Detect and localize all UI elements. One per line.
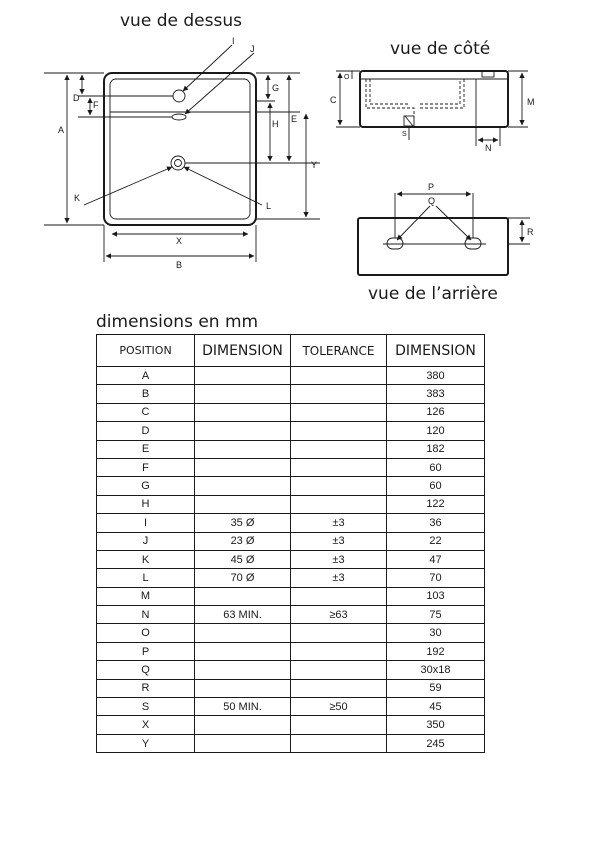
cell-value: 59 <box>387 679 485 697</box>
label-a: A <box>58 125 65 135</box>
overflow-hole <box>172 114 186 120</box>
label-j: J <box>250 44 255 54</box>
top-view-title: vue de dessus <box>120 11 242 31</box>
table-header-row <box>97 335 485 367</box>
label-l: L <box>266 201 272 211</box>
cell-dimension <box>195 679 291 697</box>
cell-tolerance <box>291 367 387 385</box>
cell-value: 70 <box>387 569 485 587</box>
cell-dimension <box>195 716 291 734</box>
cell-dimension: 50 MIN. <box>195 698 291 716</box>
leader-j <box>185 53 254 114</box>
label-n: N <box>485 143 492 153</box>
table-row <box>97 698 485 716</box>
cell-dimension: 70 Ø <box>195 569 291 587</box>
cell-dimension: 63 MIN. <box>195 606 291 624</box>
cell-tolerance <box>291 495 387 513</box>
cell-position: R <box>97 679 195 697</box>
label-d: D <box>73 93 80 103</box>
cell-tolerance <box>291 642 387 660</box>
cell-position: F <box>97 458 195 476</box>
header-dimension-measured: DIMENSION <box>387 335 485 367</box>
cell-value: 126 <box>387 403 485 421</box>
cell-value: 120 <box>387 422 485 440</box>
label-r: R <box>527 227 534 237</box>
cell-position: Q <box>97 661 195 679</box>
cell-position: P <box>97 642 195 660</box>
table-row <box>97 495 485 513</box>
cell-position: E <box>97 440 195 458</box>
label-o: O <box>344 74 350 81</box>
cell-tolerance <box>291 385 387 403</box>
cell-tolerance: ≥63 <box>291 606 387 624</box>
cell-value: 45 <box>387 698 485 716</box>
table-row <box>97 403 485 421</box>
side-view <box>330 71 535 153</box>
mounting-slot-right <box>465 238 481 249</box>
leader-k <box>84 167 172 205</box>
table-row <box>97 642 485 660</box>
table-row <box>97 385 485 403</box>
cell-dimension <box>195 458 291 476</box>
cell-position: O <box>97 624 195 642</box>
cell-value: 30 <box>387 624 485 642</box>
label-c: C <box>330 95 337 105</box>
cell-tolerance: ±3 <box>291 569 387 587</box>
leader-q-left <box>397 206 430 240</box>
technical-drawing <box>0 0 595 330</box>
cell-position: D <box>97 422 195 440</box>
cell-value: 122 <box>387 495 485 513</box>
cell-dimension <box>195 440 291 458</box>
side-view-title: vue de côté <box>390 39 491 59</box>
table-row <box>97 440 485 458</box>
cell-value: 103 <box>387 587 485 605</box>
basin-inner-outline <box>110 79 250 219</box>
table-row <box>97 550 485 568</box>
cell-dimension <box>195 422 291 440</box>
label-q: Q <box>428 196 436 206</box>
table-row <box>97 734 485 752</box>
header-dimension: DIMENSION <box>195 335 291 367</box>
table-row <box>97 367 485 385</box>
cell-tolerance: ≥50 <box>291 698 387 716</box>
cell-position: G <box>97 477 195 495</box>
cell-position: N <box>97 606 195 624</box>
cell-dimension <box>195 734 291 752</box>
drain-outer <box>171 156 185 170</box>
cell-tolerance: ±3 <box>291 514 387 532</box>
cell-tolerance: ±3 <box>291 550 387 568</box>
cell-dimension: 23 Ø <box>195 532 291 550</box>
cell-value: 245 <box>387 734 485 752</box>
cell-value: 36 <box>387 514 485 532</box>
cell-value: 30x18 <box>387 661 485 679</box>
cell-tolerance <box>291 624 387 642</box>
cell-value: 60 <box>387 458 485 476</box>
cell-value: 182 <box>387 440 485 458</box>
cell-tolerance <box>291 587 387 605</box>
leader-q-right <box>436 206 471 240</box>
cell-dimension <box>195 403 291 421</box>
header-position: POSITION <box>97 335 195 367</box>
cell-value: 47 <box>387 550 485 568</box>
mounting-slot-left <box>387 238 403 249</box>
cell-position: H <box>97 495 195 513</box>
cell-tolerance <box>291 716 387 734</box>
label-e: E <box>291 114 298 124</box>
dimensions-table <box>96 334 485 753</box>
cell-tolerance <box>291 458 387 476</box>
table-row <box>97 624 485 642</box>
table-row <box>97 661 485 679</box>
cell-value: 22 <box>387 532 485 550</box>
label-x: X <box>176 236 183 246</box>
label-k: K <box>74 193 81 203</box>
cell-dimension <box>195 367 291 385</box>
label-h: H <box>272 119 279 129</box>
cell-tolerance <box>291 661 387 679</box>
label-y: Y <box>311 160 318 170</box>
cell-value: 192 <box>387 642 485 660</box>
cell-tolerance <box>291 477 387 495</box>
cell-dimension <box>195 642 291 660</box>
cell-dimension <box>195 624 291 642</box>
cell-dimension <box>195 385 291 403</box>
cell-position: Y <box>97 734 195 752</box>
label-m: M <box>527 97 535 107</box>
cell-position: X <box>97 716 195 734</box>
table-row <box>97 458 485 476</box>
table-body <box>97 367 485 753</box>
cell-position: B <box>97 385 195 403</box>
label-g: G <box>272 83 280 93</box>
label-f: F <box>93 100 99 110</box>
cell-tolerance <box>291 679 387 697</box>
cell-position: C <box>97 403 195 421</box>
back-view-title: vue de l’arrière <box>368 284 498 304</box>
cell-dimension <box>195 495 291 513</box>
cell-value: 383 <box>387 385 485 403</box>
back-body <box>358 218 508 275</box>
cell-value: 380 <box>387 367 485 385</box>
cell-dimension: 45 Ø <box>195 550 291 568</box>
cell-position: I <box>97 514 195 532</box>
cell-tolerance <box>291 440 387 458</box>
header-tolerance: TOLERANCE <box>291 335 387 367</box>
cell-value: 350 <box>387 716 485 734</box>
table-row <box>97 569 485 587</box>
cell-position: J <box>97 532 195 550</box>
back-view <box>358 182 534 275</box>
table-row <box>97 532 485 550</box>
dimensions-caption: dimensions en mm <box>96 312 259 332</box>
leader-i <box>183 45 232 91</box>
table-row <box>97 679 485 697</box>
cell-dimension: 35 Ø <box>195 514 291 532</box>
label-p: P <box>428 182 435 192</box>
tap-hole <box>173 90 185 102</box>
cell-dimension <box>195 587 291 605</box>
drain-inner <box>175 160 182 167</box>
cell-position: K <box>97 550 195 568</box>
cell-position: A <box>97 367 195 385</box>
cell-position: M <box>97 587 195 605</box>
label-i: I <box>232 36 235 46</box>
cell-position: L <box>97 569 195 587</box>
cell-value: 75 <box>387 606 485 624</box>
table-row <box>97 606 485 624</box>
label-s: S <box>402 131 407 138</box>
top-view <box>44 36 320 270</box>
cell-tolerance <box>291 403 387 421</box>
table-row <box>97 716 485 734</box>
cell-tolerance <box>291 422 387 440</box>
table-row <box>97 514 485 532</box>
table-row <box>97 422 485 440</box>
cell-value: 60 <box>387 477 485 495</box>
cell-dimension <box>195 661 291 679</box>
cell-dimension <box>195 477 291 495</box>
table-row <box>97 477 485 495</box>
label-b: B <box>176 260 183 270</box>
table-row <box>97 587 485 605</box>
cell-tolerance: ±3 <box>291 532 387 550</box>
cell-position: S <box>97 698 195 716</box>
cell-tolerance <box>291 734 387 752</box>
